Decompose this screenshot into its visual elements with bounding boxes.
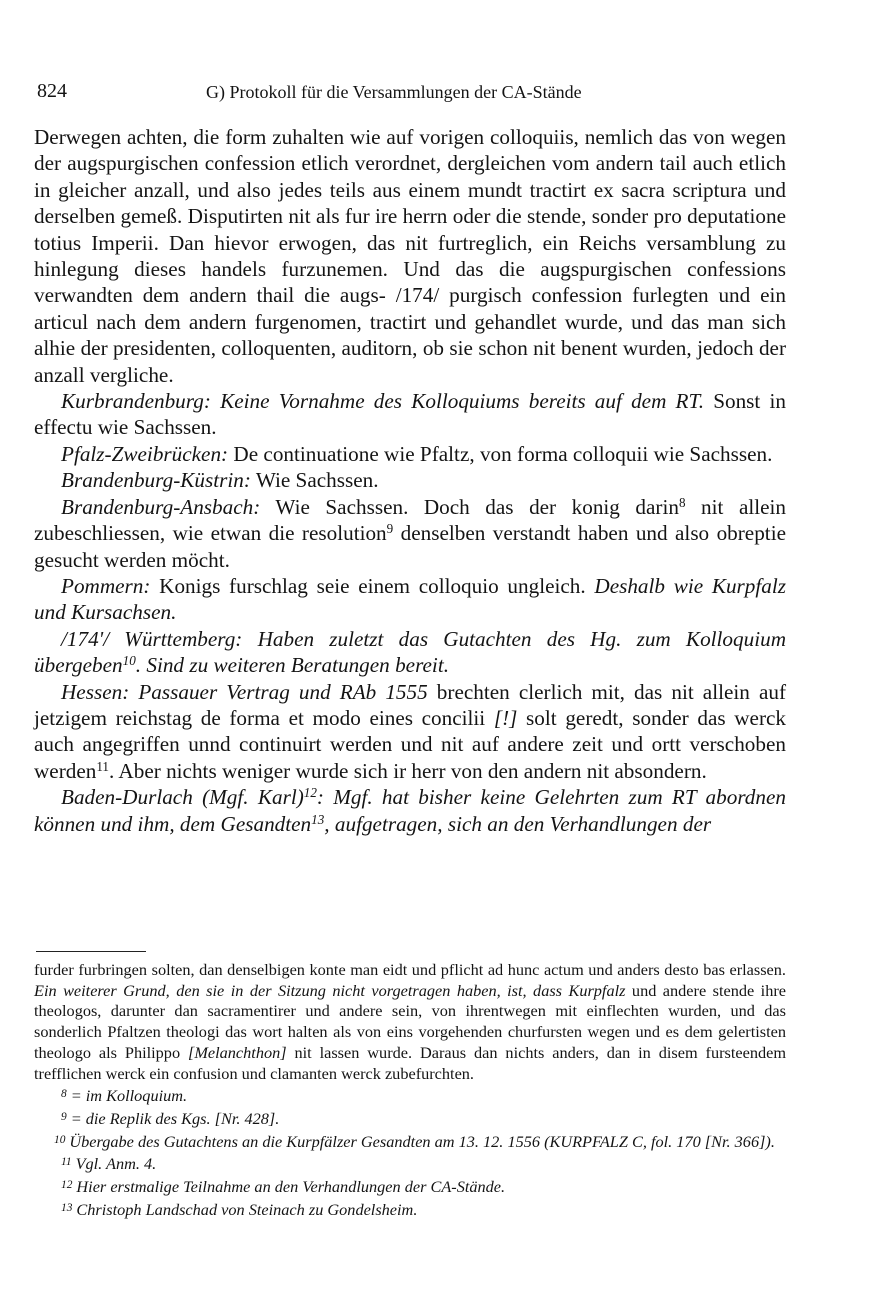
- footnote-continuation: furder furbringen solten, dan denselbigen konte man eidt und pflicht ad hunc actum und anders desto bas erlassen. Ein weiterer Grund, den sie in der Sitzung nicht vorgetragen haben, ist, dass Kurpfalz und andere stende ihre theologos, darunter dan sacramentirer und andere sein, von ihrentwegen mit einflechten wurden, und das sonderlich Pfaltzen theologi das wort halten als von eins vorgehenden churfursten wegen und es dem gelertisten theologo als Philippo [Melanchthon] nit lassen wurde. Daraus dan nichts anders, dan in disem fursteendem trefflichen werck ein confusion und clamanten werck zubefurchten.: [34, 960, 786, 1083]
- paragraph-baden-durlach: Baden-Durlach (Mgf. Karl)$^{12}$: Mgf. hat bisher keine Gelehrten zum RT abordnen können und ihm, dem Gesandten$^{13}$, aufgetragen, sich an den Verhandlungen der: [34, 784, 786, 836]
- page-number: 824: [37, 80, 67, 102]
- footnote-11: $^{11}$ Vgl. Anm. 4.: [61, 1154, 157, 1174]
- footnote-number: 9: [61, 1110, 67, 1123]
- footnote-number: 10: [54, 1133, 66, 1146]
- footnote-divider: [36, 951, 146, 952]
- footnote-ref[interactable]: 11: [96, 758, 109, 774]
- footnote-ref[interactable]: 8: [678, 494, 686, 510]
- paragraph-hessen: Hessen: Passauer Vertrag und RAb 1555 brechten clerlich mit, das nit allein auf jetzigem reichstag de forma et modo eines concilii [!] solt geredt, sonder das werck auch angegriffen unnd continuirt werden und nit auf andere zeit und ortt verschoben werden$^{11}$. Aber nichts weniger wurde sich ir herr von den andern nit absondern.: [34, 679, 787, 783]
- footnote-number: 12: [61, 1178, 73, 1191]
- paragraph-wuerttemberg: /174'/ Württemberg: Haben zuletzt das Gutachten des Hg. zum Kolloquium übergeben$^{10}$. Sind zu weiteren Beratungen bereit.: [34, 626, 786, 678]
- footnote-number: 11: [61, 1156, 72, 1169]
- main-text: [34, 124, 786, 837]
- footnotes: [34, 960, 786, 1220]
- footnote-ref[interactable]: 12: [303, 784, 317, 800]
- paragraph-brandenburg-kuestrin: Brandenburg-Küstrin: Wie Sachssen.: [61, 468, 379, 493]
- footnote-ref[interactable]: 13: [311, 811, 325, 827]
- paragraph-saxony-continuation: Derwegen achten, die form zuhalten wie auf vorigen colloquiis, nemlich das von wegen der augspurgischen confession etlich verordnet, dergleichen vom andern tail auch etlich in gleicher anzall, und also jedes teils aus einem mundt tractirt ex sacra scriptura und derselben gemeß. Disputirten nit als fur ire herrn oder die stende, sonder pro deputatione totius Imperii. Dan hievor erwogen, das nit furtreglich, ein Reichs versamblung zu hinlegung dieses handels furzunemen. Und das die augspurgischen confessions verwandten dem andern thail die augs- /174/ purgisch confession furlegten und ein articul nach dem andern furgenomen, tractirt und gehandlet wurde, und das man sich alhie der presidenten, colloquenten, auditorn, ob sie schon nit benent wurden, jedoch der anzall vergliche.: [34, 125, 786, 387]
- footnote-9: $^9$ = die Replik des Kgs. [Nr. 428].: [61, 1108, 280, 1128]
- paragraph-kurbrandenburg: Kurbrandenburg: Keine Vornahme des Kolloquiums bereits auf dem RT. Sonst in effectu wie Sachssen.: [34, 389, 786, 440]
- footnote-ref[interactable]: 10: [122, 652, 136, 668]
- paragraph-pfalz-zweibruecken: Pfalz-Zweibrücken: De continuatione wie Pfaltz, von forma colloquii wie Sachssen.: [61, 441, 773, 466]
- footnote-ref[interactable]: 9: [386, 520, 394, 536]
- footnote-12: $^{12}$ Hier erstmalige Teilnahme an den Verhandlungen der CA-Stände.: [61, 1176, 506, 1196]
- footnote-number: 13: [61, 1201, 73, 1214]
- page-header: [34, 80, 786, 106]
- footnote-10: $^{10}$ Übergabe des Gutachtens an die Kurpfälzer Gesandten am 13. 12. 1556 (KURPFALZ C, fol. 170 [Nr. 366]).: [54, 1131, 775, 1151]
- paragraph-pommern: Pommern: Konigs furschlag seie einem colloquio ungleich. Deshalb wie Kurpfalz und Kursachsen.: [34, 573, 787, 625]
- footnote-13: $^{13}$ Christoph Landschad von Steinach zu Gondelsheim.: [61, 1199, 418, 1219]
- footnote-8: $^8$ = im Kolloquium.: [61, 1086, 188, 1106]
- paragraph-brandenburg-ansbach: Brandenburg-Ansbach: Wie Sachssen. Doch das der konig darin$^8$ nit allein zubeschliessen, wie etwan die resolution$^9$ denselben verstandt haben und also obreptie gesucht werden möcht.: [34, 494, 787, 572]
- footnote-number: 8: [61, 1088, 67, 1101]
- running-title: G) Protokoll für die Versammlungen der CA-Stände: [206, 82, 582, 102]
